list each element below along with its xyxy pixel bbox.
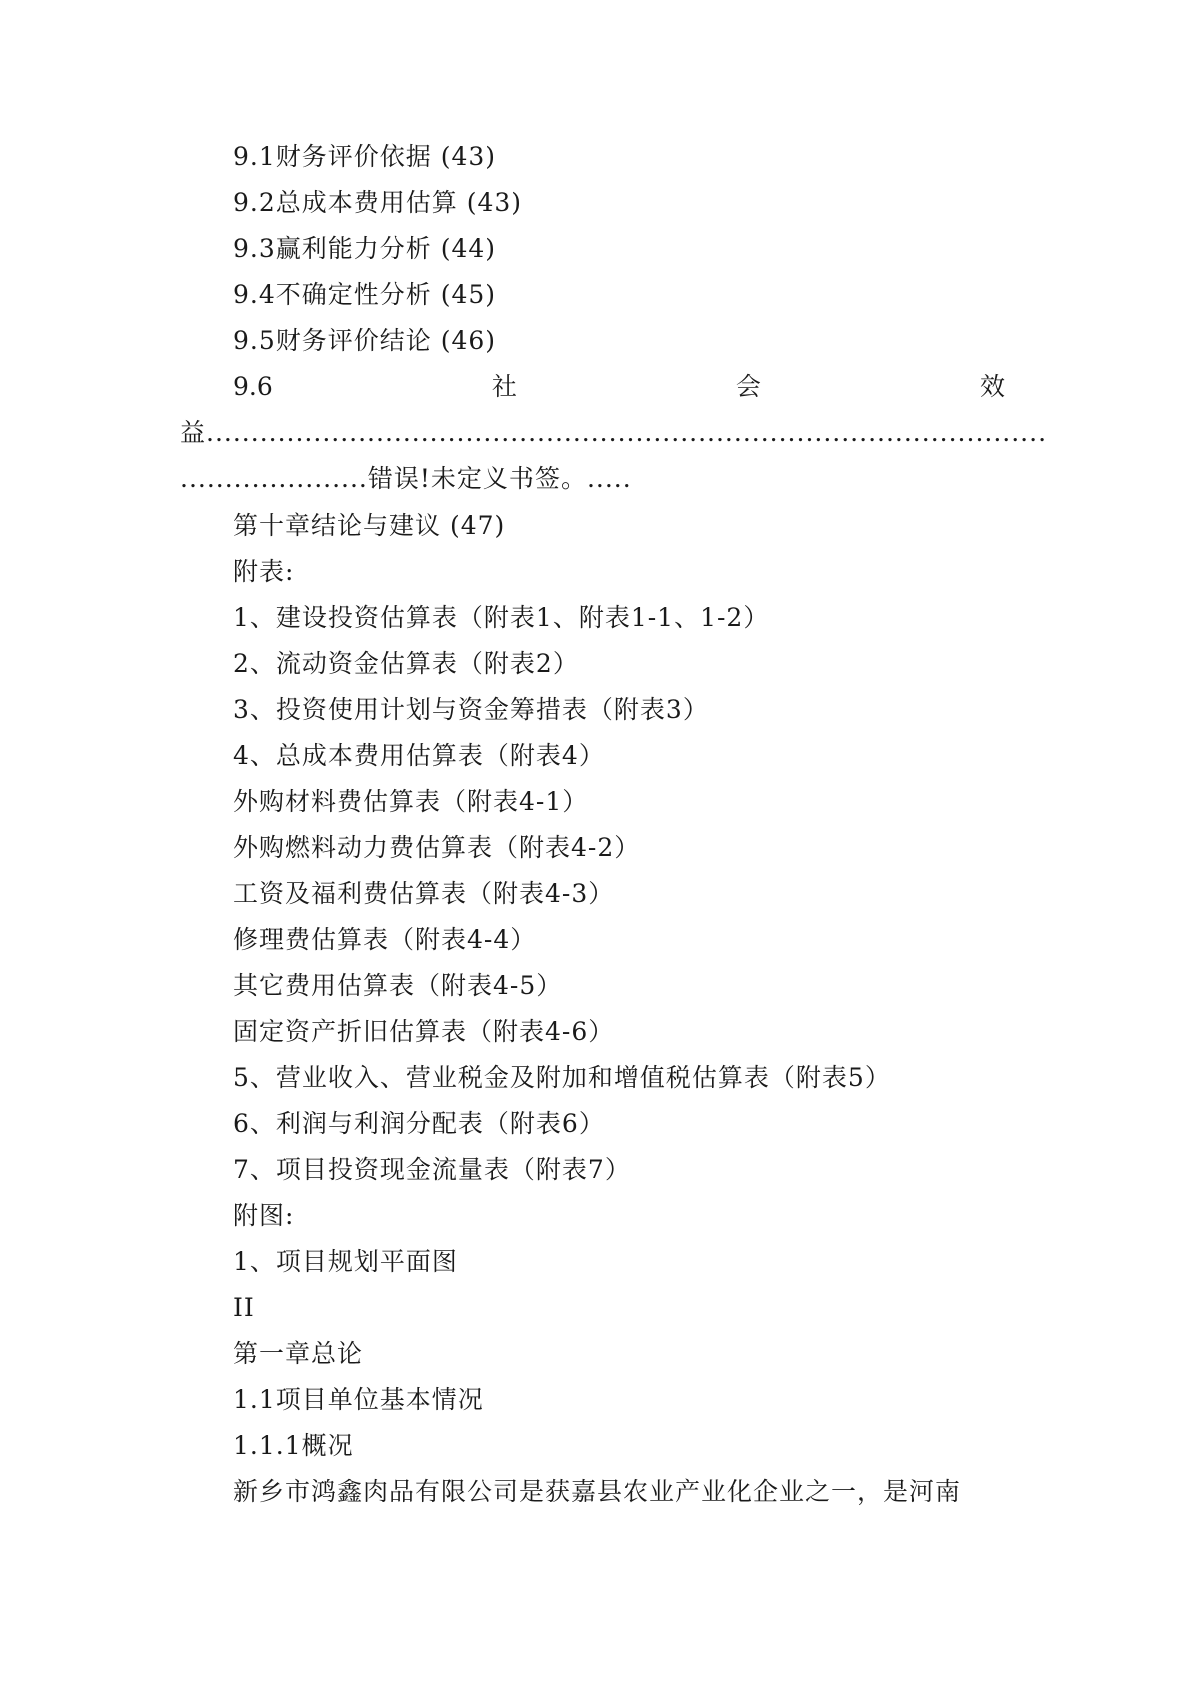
toc-9-6-char-1: 社	[491, 372, 517, 401]
toc-entry-9-4: 9.4不确定性分析 (45)	[233, 280, 497, 309]
toc-9-6-continuation: 益	[180, 418, 207, 447]
appendix-table-item: 外购材料费估算表（附表4-1）	[233, 787, 589, 816]
body-paragraph: 新乡市鸿鑫肉品有限公司是获嘉县农业产业化企业之一，是河南	[233, 1477, 962, 1506]
toc-entry-9-1: 9.1财务评价依据 (43)	[233, 142, 497, 171]
appendix-table-item: 3、投资使用计划与资金筹措表（附表3）	[233, 695, 709, 724]
appendix-table-item: 工资及福利费估算表（附表4-3）	[233, 879, 615, 908]
toc-9-6-char-2: 会	[735, 372, 761, 401]
appendix-table-item: 1、建设投资估算表（附表1、附表1-1、1-2）	[233, 603, 770, 632]
toc-9-6-dot-leader-1	[180, 417, 1180, 449]
toc-9-6-dot-leader-2	[180, 463, 740, 495]
toc-entry-9-2: 9.2总成本费用估算 (43)	[233, 188, 523, 217]
page-number: II	[233, 1293, 255, 1322]
appendix-table-item: 5、营业收入、营业税金及附加和增值税估算表（附表5）	[233, 1063, 891, 1092]
section-1-1-1-heading: 1.1.1概况	[233, 1431, 354, 1460]
toc-entry-9-6	[233, 371, 1005, 403]
toc-9-6-error-text: 错误!未定义书签。	[367, 464, 587, 493]
appendix-table-item: 其它费用估算表（附表4-5）	[233, 971, 563, 1000]
appendix-tables-title: 附表:	[233, 557, 295, 586]
appendix-figure-item: 1、项目规划平面图	[233, 1247, 458, 1276]
toc-9-6-char-3: 效	[979, 372, 1005, 401]
toc-9-6-dots-1: ..............................................................................................	[206, 418, 1048, 447]
toc-9-6-number: 9.6	[233, 372, 273, 401]
toc-entry-9-5: 9.5财务评价结论 (46)	[233, 326, 497, 355]
toc-9-6-dots-2: .....................	[180, 464, 368, 493]
appendix-table-item: 修理费估算表（附表4-4）	[233, 925, 537, 954]
appendix-table-item: 4、总成本费用估算表（附表4）	[233, 741, 605, 770]
toc-chapter-10: 第十章结论与建议 (47)	[233, 511, 506, 540]
toc-9-6-dots-2-tail: .....	[586, 464, 632, 493]
appendix-table-item: 6、利润与利润分配表（附表6）	[233, 1109, 605, 1138]
appendix-table-item: 固定资产折旧估算表（附表4-6）	[233, 1017, 615, 1046]
appendix-table-item: 2、流动资金估算表（附表2）	[233, 649, 579, 678]
appendix-table-item: 外购燃料动力费估算表（附表4-2）	[233, 833, 641, 862]
section-1-1-heading: 1.1项目单位基本情况	[233, 1385, 484, 1414]
toc-entry-9-3: 9.3赢利能力分析 (44)	[233, 234, 497, 263]
appendix-figures-title: 附图:	[233, 1201, 295, 1230]
appendix-table-item: 7、项目投资现金流量表（附表7）	[233, 1155, 631, 1184]
chapter-1-title: 第一章总论	[233, 1339, 364, 1368]
